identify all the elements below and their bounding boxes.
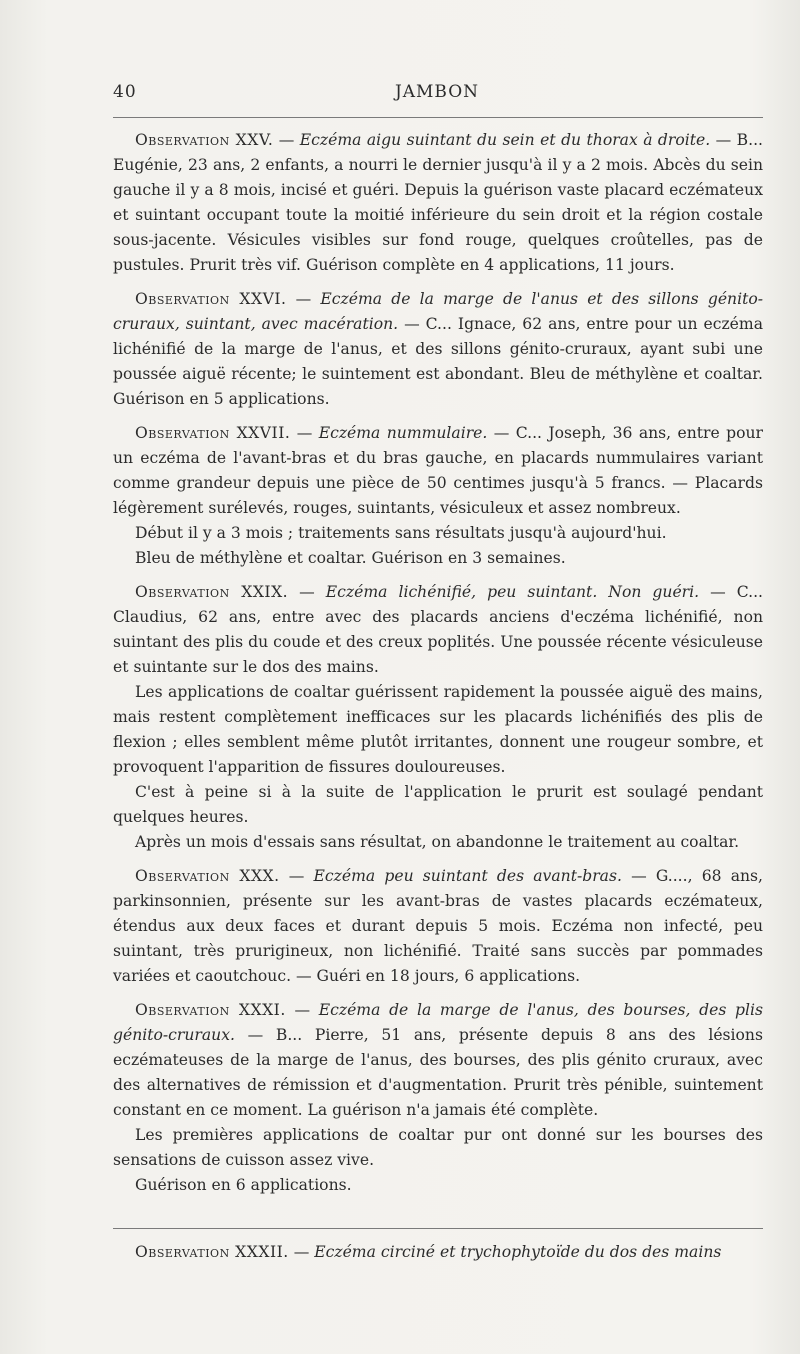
observation-dash: —: [285, 1001, 319, 1019]
observation-text: — C... Claudius, 62 ans, entre avec des placards anciens d'eczéma lichénifié, non suintant des plis du coude et des creux poplités. Une poussée récente vésiculeuse et suintante sur le dos des mains.: [113, 583, 763, 676]
observation-paragraph: [113, 546, 763, 571]
page-number: 40: [113, 82, 137, 102]
observation-label: Observation XXXI.: [135, 1001, 286, 1019]
observation-block: [113, 421, 763, 571]
observation-text: — C... Joseph, 36 ans, entre pour un eczéma de l'avant-bras et du bras gauche, en placards nummulaires variant comme grandeur depuis une pièce de 50 centimes jusqu'à 5 francs. — Placards légèrement surélevés, rouges, suintants, vésiculeux et assez nombreux.: [113, 424, 763, 517]
observation-dash: —: [288, 1243, 315, 1261]
observation-text: Après un mois d'essais sans résultat, on abandonne le traitement au coaltar.: [135, 833, 740, 851]
observation-paragraph: [113, 1173, 763, 1198]
observation-text: Les premières applications de coaltar pur ont donné sur les bourses des sensations de cuisson assez vive.: [113, 1126, 763, 1169]
observation-paragraph: [113, 1123, 763, 1173]
observation-label: Observation XXVII.: [135, 424, 291, 442]
observation-label: Observation XXIX.: [135, 583, 289, 601]
observation-label: Observation XXVI.: [135, 290, 287, 308]
observation-block: [113, 287, 763, 412]
observation-text: Bleu de méthylène et coaltar. Guérison en 3 semaines.: [135, 549, 566, 567]
observation-paragraph: [113, 864, 763, 989]
observation-text: — B... Eugénie, 23 ans, 2 enfants, a nourri le dernier jusqu'à il y a 2 mois. Abcès du sein gauche il y a 8 mois, incisé et guéri. Depuis la guérison vaste placard eczémateux et suintant occupant toute la moitié inférieure du sein droit et la région costale sous-jacente. Vésicules visibles sur fond rouge, quelques croûtelles, pas de pustules. Prurit très vif. Guérison complète en 4 applications, 11 jours.: [113, 131, 763, 274]
observation-paragraph: [113, 521, 763, 546]
observation-title: Eczéma aigu suintant du sein et du thorax à droite.: [299, 131, 711, 149]
next-observation-heading: [113, 1240, 763, 1265]
observation-paragraph: [113, 780, 763, 830]
observation-dash: —: [279, 867, 314, 885]
observation-dash: —: [290, 424, 319, 442]
observation-paragraph: [113, 680, 763, 780]
observation-dash: —: [288, 583, 326, 601]
observation-block: [113, 128, 763, 278]
page-header: [113, 82, 761, 106]
observation-text: — B... Pierre, 51 ans, présente depuis 8 ans des lésions eczémateuses de la marge de l'anus, des bourses, des plis génito cruraux, avec des alternatives de rémission et d'augmentation. Prurit très pénible, suintement constant en ce moment. La guérison n'a jamais été complète.: [113, 1026, 763, 1119]
observation-label: Observation XXV.: [135, 131, 274, 149]
observation-text: Les applications de coaltar guérissent rapidement la poussée aiguë des mains, mais restent complètement inefficaces sur les placards lichénifiés des plis de flexion ; elles semblent même plutôt irritantes, donnent une rougeur sombre, et provoquent l'apparition de fissures douloureuses.: [113, 683, 763, 776]
observation-title: Eczéma nummulaire.: [318, 424, 488, 442]
observation-paragraph: [113, 998, 763, 1123]
observation-text: C'est à peine si à la suite de l'application le prurit est soulagé pendant quelques heures.: [113, 783, 763, 826]
running-head: JAMBON: [394, 82, 480, 102]
header-rule: [113, 117, 763, 118]
observation-title: Eczéma de la marge de l'anus, des bourses, des plis génito-cruraux.: [113, 1001, 763, 1044]
observation-block: [113, 580, 763, 855]
observation-dash: —: [286, 290, 321, 308]
observation-paragraph: [113, 421, 763, 521]
footer-rule: [113, 1228, 763, 1229]
observation-label: Observation XXXII.: [135, 1243, 289, 1261]
observation-text: Guérison en 6 applications.: [135, 1176, 352, 1194]
observation-title: Eczéma de la marge de l'anus et des sillons génito-cruraux, suintant, avec macération.: [113, 290, 764, 333]
observation-paragraph: [113, 830, 763, 855]
observation-paragraph: [113, 580, 763, 680]
observation-paragraph: [113, 287, 763, 412]
observation-dash: —: [273, 131, 300, 149]
observation-block: [113, 864, 763, 989]
observation-block: [113, 998, 763, 1198]
observation-title: Eczéma lichénifié, peu suintant. Non guéri.: [325, 583, 700, 601]
observation-paragraph: [113, 128, 763, 278]
observation-title: Eczéma circiné et trychophytoïde du dos des mains: [314, 1243, 722, 1261]
observation-text: — C... Ignace, 62 ans, entre pour un eczéma lichénifié de la marge de l'anus, et des sillons génito-cruraux, ayant subi une poussée aiguë récente; le suintement est abondant. Bleu de méthylène et coaltar. Guérison en 5 applications.: [113, 315, 763, 408]
observations-body: [113, 128, 763, 1207]
observation-text: — G...., 68 ans, parkinsonnien, présente sur les avant-bras de vastes placards eczémateux, étendus aux deux faces et durant depuis 5 mois. Eczéma non infecté, peu suintant, très prurigineux, non lichénifié. Traité sans succès par pommades variées et caoutchouc. — Guéri en 18 jours, 6 applications.: [113, 867, 764, 985]
observation-label: Observation XXX.: [135, 867, 280, 885]
observation-title: Eczéma peu suintant des avant-bras.: [313, 867, 622, 885]
observation-text: Début il y a 3 mois ; traitements sans résultats jusqu'à aujourd'hui.: [135, 524, 667, 542]
